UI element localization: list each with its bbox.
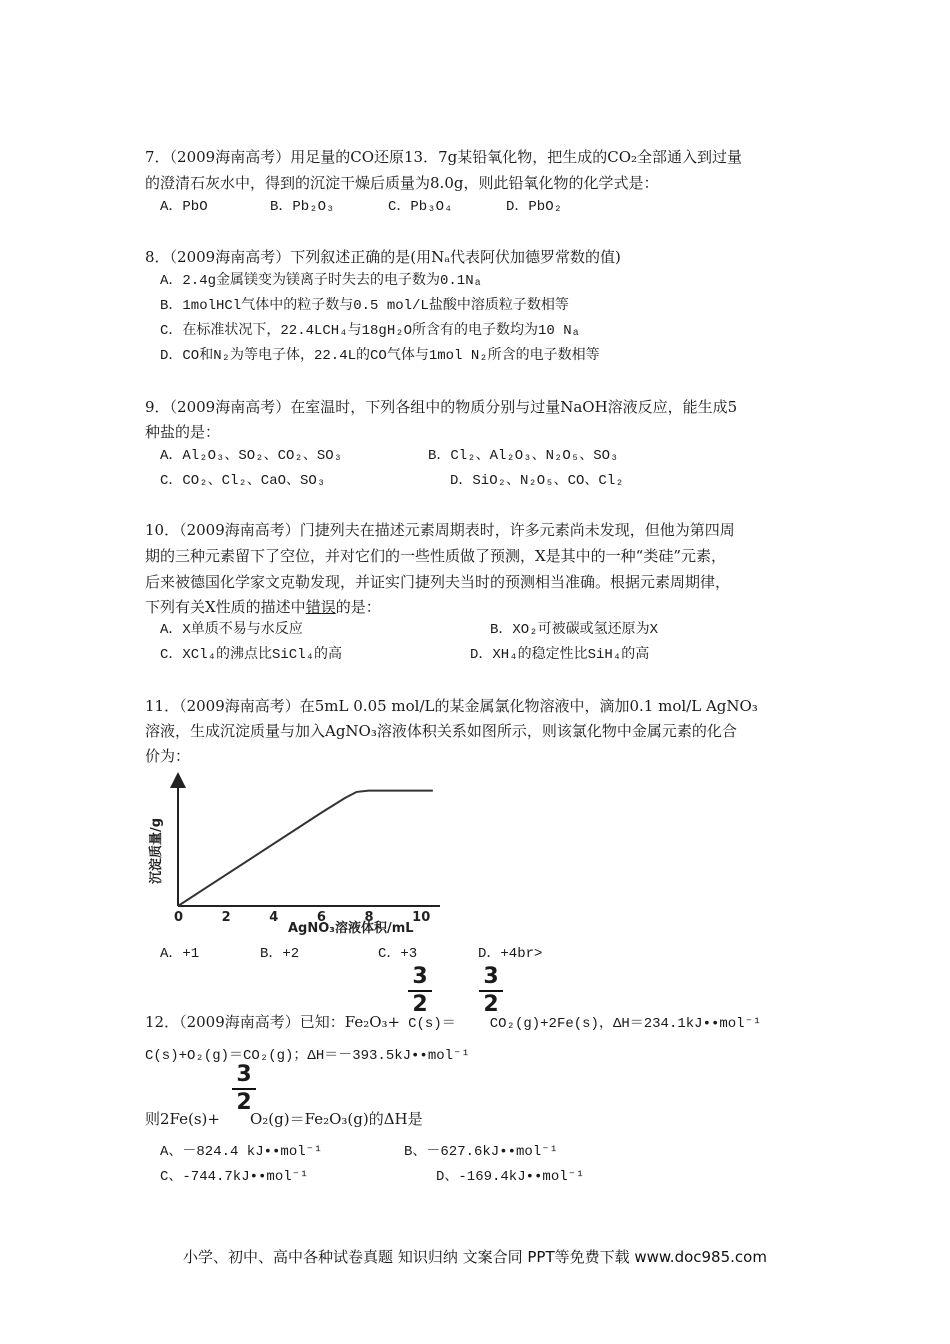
q8-option-b: B．1molHCl气体中的粒子数与0.5 mol/L盐酸中溶质粒子数相等	[160, 298, 569, 314]
q8-option-c: C．在标准状况下，22.4LCH₄与18gH₂O所含有的电子数均为10 Nₐ	[160, 323, 581, 339]
precipitate-chart	[140, 772, 450, 944]
fraction-three-halves-1: 3 2	[408, 966, 432, 1016]
x-tick-label-2: 2	[221, 910, 231, 925]
q10-stem-line3: 后来被德国化学家文克勒发现，并证实门捷列夫当时的预测相当准确。根据元素周期律，	[145, 573, 731, 591]
q8-stem: 8．（2009海南高考）下列叙述正确的是(用Nₐ代表阿伏加德罗常数的值)	[145, 248, 621, 266]
x-axis-label: AgNO₃溶液体积/mL	[288, 921, 414, 936]
q12-option-a: A、－824.4 kJ••mol⁻¹	[160, 1144, 323, 1160]
q12-option-b: B、－627.6kJ••mol⁻¹	[404, 1144, 559, 1160]
q7-option-a: A．PbO	[160, 199, 208, 215]
q9-option-a: A．Al₂O₃、SO₂、CO₂、SO₃	[160, 448, 343, 464]
q12-stem-line2: C(s)+O₂(g)＝CO₂(g)；ΔH＝－393.5kJ••mol⁻¹	[145, 1048, 470, 1064]
q7-stem-line2: 的澄清石灰水中，得到的沉淀干燥后质量为8.0g，则此铅氧化物的化学式是：	[145, 174, 659, 192]
series-line	[178, 791, 433, 906]
q12-stem-line3: 则2Fe(s)+ O₂(g)＝Fe₂O₃(g)的ΔH是	[145, 1110, 423, 1128]
q9-stem-line1: 9．（2009海南高考）在室温时，下列各组中的物质分别与过量NaOH溶液反应，能生成5	[145, 398, 738, 416]
q10-line4-emphasis: 错误	[305, 598, 336, 616]
q7-option-c: C．Pb₃O₄	[388, 199, 453, 215]
q9-option-c: C．CO₂、Cl₂、CaO、SO₃	[160, 473, 326, 489]
q10-line4-post: 的是：	[335, 598, 381, 616]
q10-option-d: D．XH₄的稳定性比SiH₄的高	[470, 647, 650, 663]
q12-stem-line1: 12．（2009海南高考）已知：Fe₂O₃+ C(s)＝ CO₂(g)+2Fe(s)，ΔH＝234.1kJ••mol⁻¹	[145, 1013, 762, 1032]
q7-stem-line1: 7．（2009海南高考）用足量的CO还原13．7g某铅氧化物，把生成的CO₂全部通入到过量	[145, 148, 743, 166]
q11-option-a: A．+1	[160, 946, 200, 962]
q10-option-b: B．XO₂可被碳或氢还原为X	[490, 622, 659, 638]
q11-option-c: C．+3	[378, 946, 418, 962]
q7-option-d: D．PbO₂	[506, 199, 563, 215]
q10-line4-pre: 下列有关X性质的描述中	[145, 598, 306, 616]
q9-stem-line2: 种盐的是：	[145, 423, 221, 441]
fraction-three-halves-2: 3 2	[479, 966, 503, 1016]
fraction-three-halves-3: 3 2	[232, 1064, 256, 1114]
q8-option-d: D．CO和N₂为等电子体，22.4L的CO气体与1mol N₂所含的电子数相等	[160, 348, 600, 364]
q11-option-d: D．+4br>	[478, 946, 543, 962]
q7-option-b: B．Pb₂O₃	[270, 199, 335, 215]
q11-stem-line3: 价为：	[145, 747, 191, 765]
q10-option-a: A．X单质不易与水反应	[160, 622, 303, 638]
q12-option-c: C、-744.7kJ••mol⁻¹	[160, 1169, 309, 1185]
q10-stem-line2: 期的三种元素留下了空位，并对它们的一些性质做了预测，X是其中的一种“类硅”元素，	[145, 547, 727, 565]
q8-option-a: A．2.4g金属镁变为镁离子时失去的电子数为0.1Nₐ	[160, 273, 483, 289]
q11-stem-line1: 11．（2009海南高考）在5mL 0.05 mol/L的某金属氯化物溶液中，滴加0.1 mol/L AgNO₃	[145, 697, 758, 715]
x-tick-label-4: 4	[269, 910, 279, 925]
x-tick-label-0: 0	[174, 910, 184, 925]
q11-option-b: B．+2	[260, 946, 300, 962]
x-tick-label-10: 10	[412, 910, 431, 925]
y-axis-label: 沉淀质量/g	[149, 817, 164, 884]
q10-option-c: C．XCl₄的沸点比SiCl₄的高	[160, 647, 343, 663]
q9-option-d: D．SiO₂、N₂O₅、CO、Cl₂	[450, 473, 624, 489]
footer-banner: 小学、初中、高中各种试卷真题 知识归纳 文案合同 PPT等免费下载 www.doc985.com	[183, 1248, 767, 1266]
x-tick-label-6: 6	[316, 910, 326, 925]
q9-option-b: B．Cl₂、Al₂O₃、N₂O₅、SO₃	[428, 448, 619, 464]
q10-stem-line1: 10．（2009海南高考）门捷列夫在描述元素周期表时，许多元素尚未发现，但他为第四周	[145, 521, 735, 539]
x-tick-label-8: 8	[364, 910, 374, 925]
q12-option-d: D、-169.4kJ••mol⁻¹	[436, 1169, 585, 1185]
q11-stem-line2: 溶液，生成沉淀质量与加入AgNO₃溶液体积关系如图所示，则该氯化物中金属元素的化合	[145, 722, 737, 740]
q10-stem-line4	[145, 595, 381, 619]
